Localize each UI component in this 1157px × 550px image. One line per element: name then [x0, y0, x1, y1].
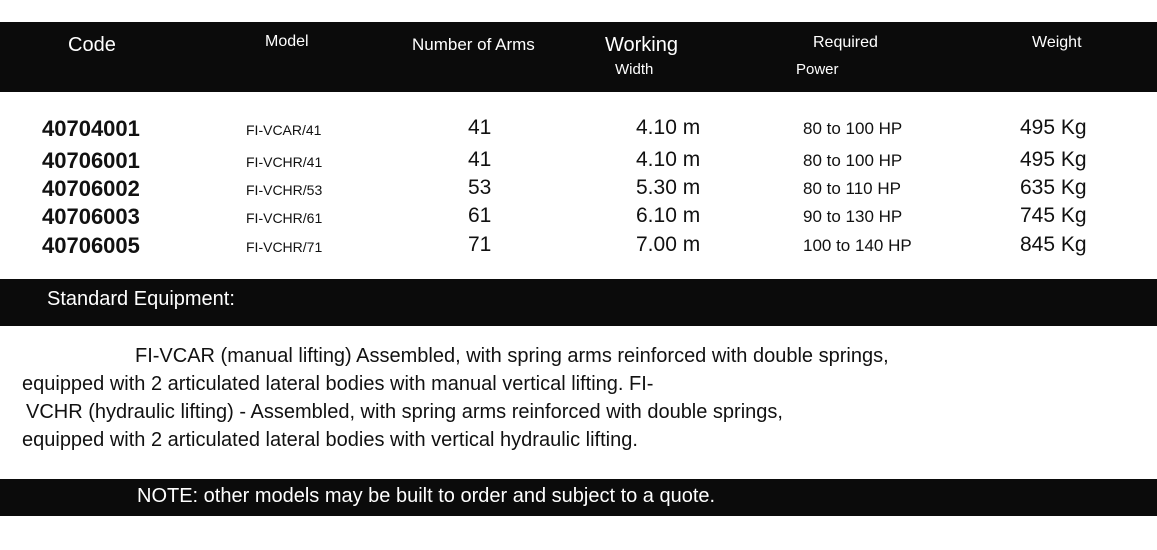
description-line: VCHR (hydraulic lifting) - Assembled, with spring arms reinforced with double springs, — [26, 401, 783, 423]
arms-cell: 61 — [468, 204, 492, 227]
code-cell: 40706002 — [42, 176, 140, 201]
arms-cell: 41 — [468, 116, 492, 139]
description-line: equipped with 2 articulated lateral bodies with manual vertical lifting. FI- — [22, 373, 654, 395]
arms-cell: 71 — [468, 233, 492, 256]
weight-cell: 495 Kg — [1020, 116, 1087, 139]
power-cell: 80 to 100 HP — [803, 119, 903, 138]
table-header — [0, 22, 1157, 92]
code-cell: 40706001 — [42, 148, 140, 173]
width-cell: 7.00 m — [636, 233, 701, 256]
weight-cell: 745 Kg — [1020, 204, 1087, 227]
description-line: equipped with 2 articulated lateral bodies with vertical hydraulic lifting. — [22, 429, 638, 451]
code-cell: 40706005 — [42, 233, 140, 258]
table-row — [0, 233, 1157, 261]
note-text: NOTE: other models may be built to order and subject to a quote. — [137, 485, 716, 507]
table-row — [0, 204, 1157, 232]
model-cell: FI-VCHR/53 — [246, 182, 323, 198]
width-cell: 4.10 m — [636, 116, 701, 139]
standard-equipment-bar — [0, 279, 1157, 326]
arms-cell: 53 — [468, 176, 492, 199]
table-row — [0, 176, 1157, 204]
note-bar — [0, 479, 1157, 516]
header-model: Model — [265, 33, 309, 50]
code-cell: 40706003 — [42, 204, 140, 229]
power-cell: 80 to 100 HP — [803, 151, 903, 170]
header-required: Required — [813, 34, 878, 51]
weight-cell: 495 Kg — [1020, 148, 1087, 171]
model-cell: FI-VCHR/61 — [246, 210, 323, 226]
header-width: Width — [615, 61, 654, 78]
header-weight: Weight — [1032, 34, 1082, 51]
model-cell: FI-VCHR/41 — [246, 154, 323, 170]
weight-cell: 845 Kg — [1020, 233, 1087, 256]
width-cell: 5.30 m — [636, 176, 701, 199]
weight-cell: 635 Kg — [1020, 176, 1087, 199]
header-power: Power — [796, 61, 839, 78]
header-working: Working — [605, 34, 678, 56]
arms-cell: 41 — [468, 148, 492, 171]
description-line: FI-VCAR (manual lifting) Assembled, with spring arms reinforced with double springs, — [135, 345, 889, 367]
header-arms: Number of Arms — [412, 35, 535, 54]
header-code: Code — [68, 34, 116, 56]
power-cell: 100 to 140 HP — [803, 236, 912, 255]
table-row — [0, 148, 1157, 176]
width-cell: 6.10 m — [636, 204, 701, 227]
standard-equipment-title: Standard Equipment: — [47, 288, 235, 310]
power-cell: 80 to 110 HP — [803, 179, 901, 198]
width-cell: 4.10 m — [636, 148, 701, 171]
power-cell: 90 to 130 HP — [803, 207, 903, 226]
table-row — [0, 116, 1157, 144]
model-cell: FI-VCHR/71 — [246, 239, 323, 255]
model-cell: FI-VCAR/41 — [246, 122, 322, 138]
code-cell: 40704001 — [42, 116, 140, 141]
